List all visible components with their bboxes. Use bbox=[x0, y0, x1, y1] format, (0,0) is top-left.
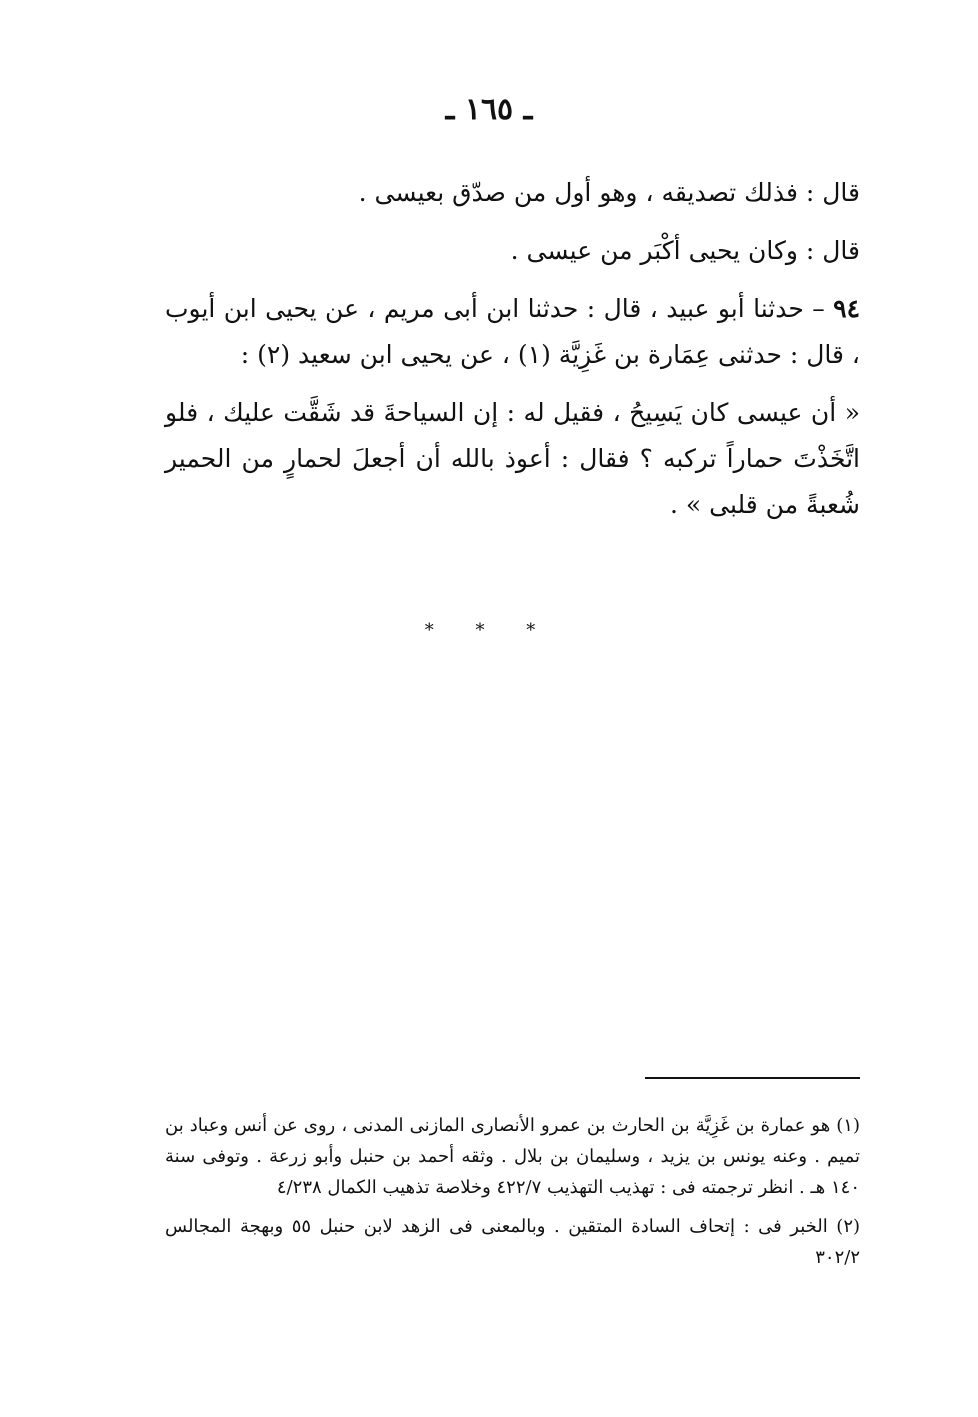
footnote-2: (٢) الخبر فى : إتحاف السادة المتقين . وبالمعنى فى الزهد لابن حنبل ٥٥ وبهجة المجالس ٣٠٢/٢ bbox=[165, 1216, 861, 1268]
text-line-1: قال : فذلك تصديقه ، وهو أول من صدّق بعيسى . bbox=[358, 178, 860, 207]
text-line-2: قال : وكان يحيى أكْبَر من عيسى . bbox=[510, 236, 860, 265]
hadith-quote: « أن عيسى كان يَسِيحُ ، فقيل له : إن السياحةَ قد شَقَّت عليك ، فلو اتَّخَذْتَ حماراً تركبه ؟ فقال : أعوذ بالله أن أجعلَ لحمارٍ من الحمير شُعبةً من قلبى » . bbox=[165, 398, 860, 519]
main-text bbox=[165, 170, 860, 540]
hadith-paragraph bbox=[165, 286, 860, 378]
footnote-1: (١) هو عمارة بن غَزِيَّة بن الحارث بن عمرو الأنصارى المازنى المدنى ، روى عن أنس وعباد بن تميم . وعنه يونس بن يزيد ، وسليمان بن بلال . وثقه أحمد بن حنبل وأبو زرعة . وتوفى سنة ١٤٠ هـ . انظر ترجمته فى : تهذيب التهذيب ٤٢٢/٧ وخلاصة تذهيب الكمال ٤/٢٣٨ bbox=[165, 1115, 860, 1198]
hadith-chain: – حدثنا أبو عبيد ، قال : حدثنا ابن أبى مريم ، عن يحيى ابن أيوب ، قال : حدثنى عِمَارة بن غَزِيَّة (١) ، عن يحيى ابن سعيد (٢) : bbox=[165, 294, 860, 369]
footnote-divider bbox=[645, 1077, 860, 1079]
page-number: ـ ١٦٥ ـ bbox=[445, 92, 533, 127]
hadith-number: ٩٤ bbox=[833, 294, 860, 323]
footnotes bbox=[165, 1110, 860, 1281]
section-separator: * * * bbox=[424, 620, 554, 641]
